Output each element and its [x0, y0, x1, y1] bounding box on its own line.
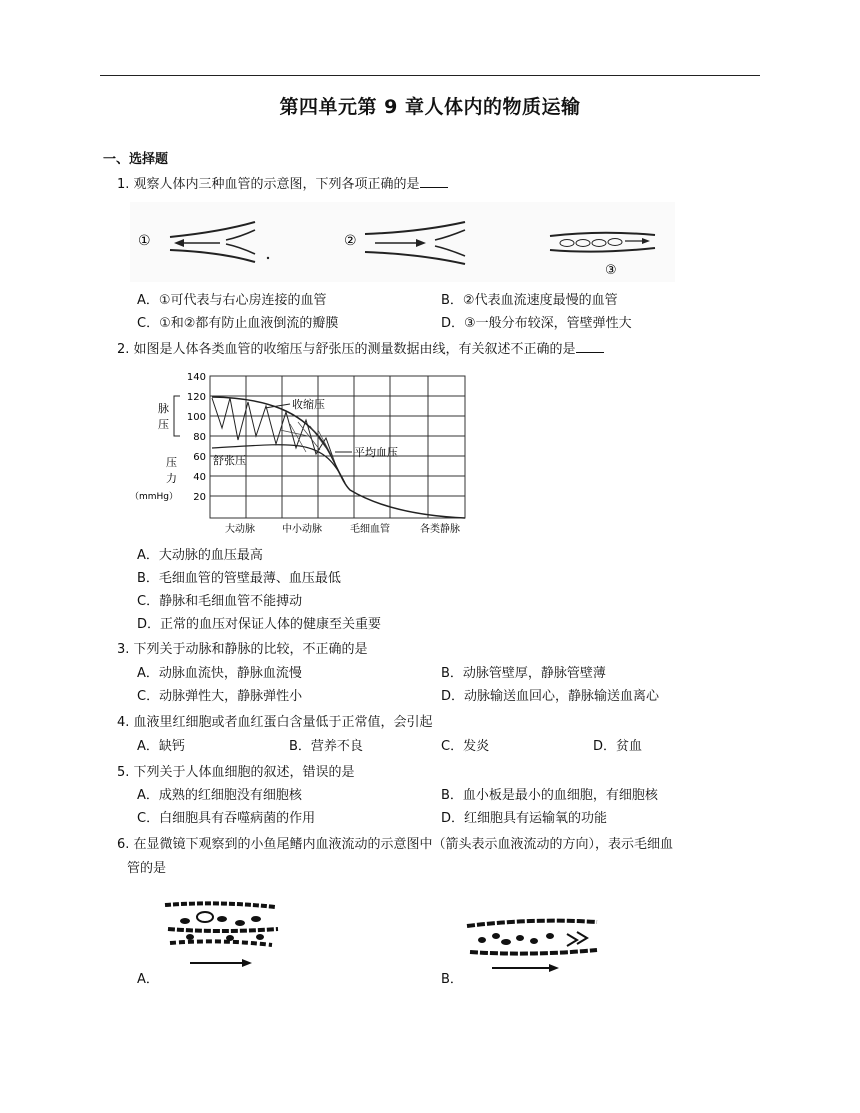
annotation-systolic: 收缩压 [292, 398, 325, 411]
x-label: 大动脉 [225, 524, 255, 535]
vessel-label-1: ① [138, 233, 151, 249]
option-1b[interactable]: B．②代表血流速度最慢的血管 [441, 293, 618, 308]
question-4 [117, 713, 433, 733]
x-label: 各类静脉 [420, 524, 460, 535]
question-number: 1. [117, 177, 130, 192]
option-4d[interactable]: D．贫血 [593, 739, 643, 754]
question-2 [117, 340, 604, 360]
question-stem: 在显微镜下观察到的小鱼尾鳍内血液流动的示意图中（箭头表示血液流动的方向），表示毛细血 [133, 837, 674, 852]
question-3 [117, 640, 368, 660]
question-stem: 下列关于人体血细胞的叙述，错误的是 [133, 765, 355, 780]
option-1a[interactable]: A．①可代表与右心房连接的血管 [137, 293, 327, 308]
question-6-cont: 管的是 [127, 861, 167, 876]
question-stem: 如图是人体各类血管的收缩压与舒张压的测量数据由线，有关叙述不正确的是 [133, 342, 576, 357]
option-6a[interactable]: A． [137, 972, 159, 987]
option-2c[interactable]: C．静脉和毛细血管不能搏动 [137, 594, 303, 609]
y-tick: 60 [193, 452, 206, 463]
x-label: 毛细血管 [350, 524, 390, 535]
y-label-pressure-2: 力 [166, 472, 177, 485]
question-number: 3. [117, 642, 130, 657]
y-label-pressure-1: 压 [166, 456, 177, 469]
question-number: 4. [117, 715, 130, 730]
y-label-pulse-1: 脉 [158, 402, 169, 415]
y-tick: 20 [193, 492, 206, 503]
option-4b[interactable]: B．营养不良 [289, 739, 363, 754]
option-2d[interactable]: D．正常的血压对保证人体的健康至关重要 [137, 617, 382, 632]
question-1 [117, 175, 448, 195]
blood-pressure-chart [130, 368, 475, 540]
section-heading: 一、选择题 [103, 152, 169, 167]
y-unit: （mmHg） [130, 492, 179, 502]
y-tick: 40 [193, 472, 206, 483]
question-number: 2. [117, 342, 130, 357]
option-2a[interactable]: A．大动脉的血压最高 [137, 548, 263, 563]
pressure-zigzag [212, 398, 345, 483]
option-5d[interactable]: D．红细胞具有运输氧的功能 [441, 811, 608, 826]
question-5 [117, 763, 355, 783]
top-rule [100, 75, 760, 76]
vessel-label-3: ③ [605, 263, 617, 278]
annotation-mean: 平均血压 [354, 446, 398, 459]
option-1c[interactable]: C．①和②都有防止血液倒流的瓣膜 [137, 316, 339, 331]
option-6b[interactable]: B． [441, 972, 463, 987]
option-3a[interactable]: A．动脉血流快，静脉血流慢 [137, 666, 302, 681]
option-5c[interactable]: C．白细胞具有吞噬病菌的作用 [137, 811, 316, 826]
y-tick: 140 [186, 372, 206, 383]
vessel-2 [344, 222, 465, 264]
annotation-diastolic: 舒张压 [213, 454, 246, 467]
answer-blank [420, 175, 448, 188]
vessels-figure [130, 202, 675, 282]
y-tick: 120 [186, 392, 206, 403]
x-labels [225, 522, 460, 535]
y-label-pulse-2: 压 [158, 418, 169, 431]
y-tick: 100 [186, 412, 206, 423]
option-5a[interactable]: A．成熟的红细胞没有细胞核 [137, 788, 302, 803]
page-title: 第四单元第 9 章人体内的物质运输 [279, 96, 581, 118]
y-tick: 80 [193, 432, 206, 443]
question-stem: 观察人体内三种血管的示意图，下列各项正确的是 [133, 177, 420, 192]
systolic-curve [212, 397, 465, 518]
pulse-bracket [174, 396, 180, 436]
option-3d[interactable]: D．动脉输送血回心，静脉输送血离心 [441, 689, 660, 704]
hatching [280, 422, 334, 460]
question-number: 5. [117, 765, 130, 780]
option-5b[interactable]: B．血小板是最小的血细胞，有细胞核 [441, 788, 658, 803]
vessel-label-2: ② [344, 233, 357, 249]
answer-blank [576, 340, 604, 353]
x-label: 中小动脉 [282, 524, 322, 535]
option-2b[interactable]: B．毛细血管的管壁最薄、血压最低 [137, 571, 341, 586]
y-tick-labels [187, 372, 206, 503]
question-6 [117, 835, 673, 855]
figure-6b [462, 912, 602, 982]
question-stem: 下列关于动脉和静脉的比较，不正确的是 [133, 642, 368, 657]
option-3c[interactable]: C．动脉弹性大，静脉弹性小 [137, 689, 303, 704]
vessel-3 [550, 233, 655, 278]
question-stem: 血液里红细胞或者血红蛋白含量低于正常值，会引起 [133, 715, 433, 730]
chart-grid [210, 376, 465, 518]
option-1d[interactable]: D．③一般分布较深，管壁弹性大 [441, 316, 632, 331]
figure-6a [160, 895, 285, 975]
vessel-1 [138, 222, 269, 262]
option-3b[interactable]: B．动脉管壁厚，静脉管壁薄 [441, 666, 606, 681]
option-4c[interactable]: C．发炎 [441, 739, 490, 754]
option-4a[interactable]: A．缺钙 [137, 739, 185, 754]
question-number: 6. [117, 837, 130, 852]
